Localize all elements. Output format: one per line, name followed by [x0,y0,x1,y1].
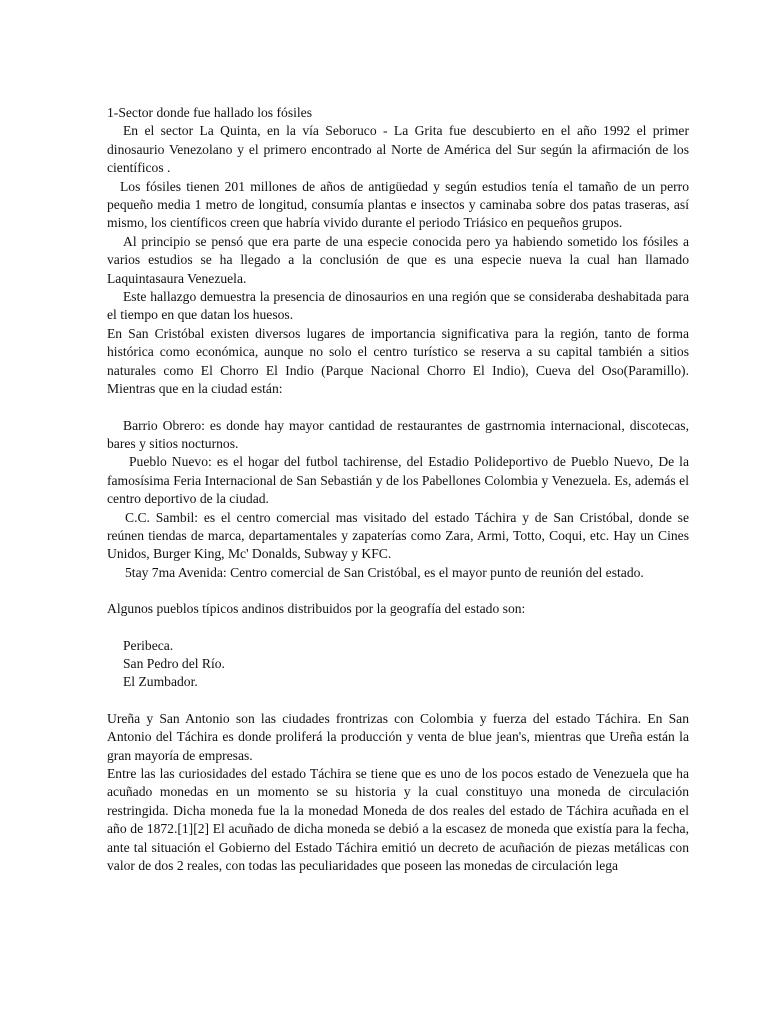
pueblo-item: San Pedro del Río. [123,655,225,671]
paragraph-discovery: En el sector La Quinta, en la vía Seboruco - La Grita fue descubierto en el año 1992 el primer dinosaurio Venezolano y el primero encontrado al Norte de América del Sur según la afirmación de los científicos . [107,123,689,176]
paragraph-frontier-cities: Ureña y San Antonio son las ciudades frontrizas con Colombia y fuerza del estado Táchira. En San Antonio del Táchira es donde proliferá la producción y venta de blue jean's, mientras que Ureña están la gran mayoría de empresas. [107,710,689,763]
paragraph-finding: Este hallazgo demuestra la presencia de dinosaurios en una región que se consideraba deshabitada para el tiempo en que datan los huesos. [107,289,689,323]
paragraph-fossil-age: Los fósiles tienen 201 millones de años de antigüedad y según estudios tenía el tamaño de un perro pequeño media 1 metro de longitud, consumía plantas e insectos y caminaba sobre dos patas traseras, así mismo, los científicos creen que habría vivido durante el periodo Triásico en pequeños grupos. [107,178,689,231]
place-cc-sambil: C.C. Sambil: es el centro comercial mas visitado del estado Táchira y de San Cristóbal, donde se reúnen tiendas de marca, departamentales y zapaterías como Zara, Armi, Totto, Coqui, etc. Hay un Cines Unidos, Burger King, Mc' Donalds, Subway y KFC. [107,509,689,562]
section-heading: 1-Sector donde fue hallado los fósiles [107,105,312,120]
place-pueblo-nuevo: Pueblo Nuevo: es el hogar del futbol tachirense, del Estadio Polideportivo de Pueblo Nuevo, De la famosísima Feria Internacional de San Sebastián y de los Pabellones Colombia y Venezuela. Es, además el centro deportivo de la ciudad. [107,454,689,507]
paragraph-san-cristobal: En San Cristóbal existen diversos lugares de importancia significativa para la región, tanto de forma histórica como económica, aunque no solo el centro turístico se reserva a su capital también a sitios naturales como El Chorro El Indio (Parque Nacional Chorro El Indio), Cueva del Oso(Paramillo). Mientras que en la ciudad están: [107,325,689,397]
pueblo-item: El Zumbador. [123,674,198,690]
pueblos-intro: Algunos pueblos típicos andinos distribuidos por la geografía del estado son: [107,601,526,617]
paragraph-new-species: Al principio se pensó que era parte de una especie conocida pero ya habiendo sometido los fósiles a varios estudios se ha llegado a la conclusión de que es una especie nueva la cual han llamado Laquintasaura Venezuela. [107,233,689,286]
place-avenida: 5tay 7ma Avenida: Centro comercial de San Cristóbal, es el mayor punto de reunión del estado. [125,564,644,580]
pueblo-item: Peribeca. [123,637,174,653]
place-barrio-obrero: Barrio Obrero: es donde hay mayor cantidad de restaurantes de gastrnomia internacional, discotecas, bares y sitios nocturnos. [107,417,689,451]
document-body [107,104,689,875]
paragraph-coinage: Entre las las curiosidades del estado Táchira se tiene que es uno de los pocos estado de Venezuela que ha acuñado monedas en un momento se su historia y la cual constituyo una moneda de circulación restringida. Dicha moneda fue la la monedad Moneda de dos reales del estado de Táchira acuñada en el año de 1872.[1][2] El acuñado de dicha moneda se debió a la escasez de moneda que existía para la fecha, ante tal situación el Gobierno del Estado Táchira emitió un decreto de acuñación de piezas metálicas con valor de dos 2 reales, con todas las peculiaridades que poseen las monedas de circulación lega [107,766,689,874]
